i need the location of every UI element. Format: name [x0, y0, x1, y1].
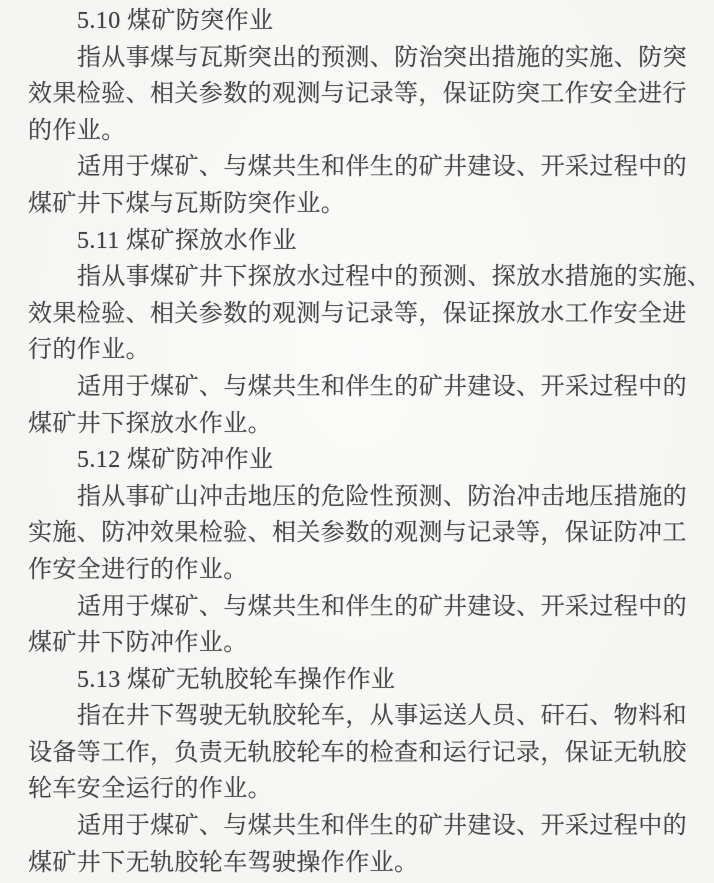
- text-line: 5.10 煤矿防突作业: [77, 8, 274, 34]
- text-line: 适用于煤矿、与煤共生和伴生的矿井建设、开采过程中的: [77, 593, 687, 620]
- text-line: 的作业。: [28, 117, 126, 144]
- text-line: 行的作业。: [28, 337, 150, 364]
- text-line: 效果检验、相关参数的观测与记录等，保证防突工作安全进行: [28, 81, 687, 108]
- text-line: 设备等工作，负责无轨胶轮车的检查和运行记录，保证无轨胶: [28, 739, 687, 766]
- text-line: 适用于煤矿、与煤共生和伴生的矿井建设、开采过程中的: [77, 373, 687, 400]
- text-line: 适用于煤矿、与煤共生和伴生的矿井建设、开采过程中的: [77, 154, 687, 181]
- text-line: 煤矿井下防冲作业。: [28, 630, 248, 657]
- text-line: 煤矿井下无轨胶轮车驾驶操作作业。: [28, 849, 419, 876]
- text-line: 适用于煤矿、与煤共生和伴生的矿井建设、开采过程中的: [77, 813, 687, 840]
- text-line: 指从事煤与瓦斯突出的预测、防治突出措施的实施、防突: [77, 44, 687, 71]
- text-line: 作安全进行的作业。: [28, 556, 248, 583]
- document-text: [28, 3, 712, 881]
- text-line: 指从事矿山冲击地压的危险性预测、防治冲击地压措施的: [77, 483, 687, 510]
- text-line: 5.13 煤矿无轨胶轮车操作作业: [77, 666, 396, 693]
- text-line: 指在井下驾驶无轨胶轮车，从事运送人员、矸石、物料和: [77, 703, 687, 730]
- text-line: 指从事煤矿井下探放水过程中的预测、探放水措施的实施、: [77, 264, 712, 291]
- text-line: 5.12 煤矿防冲作业: [77, 447, 274, 474]
- text-line: 轮车安全运行的作业。: [28, 776, 272, 803]
- text-line: 效果检验、相关参数的观测与记录等，保证探放水工作安全进: [28, 300, 687, 327]
- text-line: 实施、防冲效果检验、相关参数的观测与记录等，保证防冲工: [28, 520, 687, 547]
- text-line: 煤矿井下煤与瓦斯防突作业。: [28, 190, 346, 217]
- text-line: 5.11 煤矿探放水作业: [77, 227, 297, 254]
- text-line: 煤矿井下探放水作业。: [28, 410, 272, 437]
